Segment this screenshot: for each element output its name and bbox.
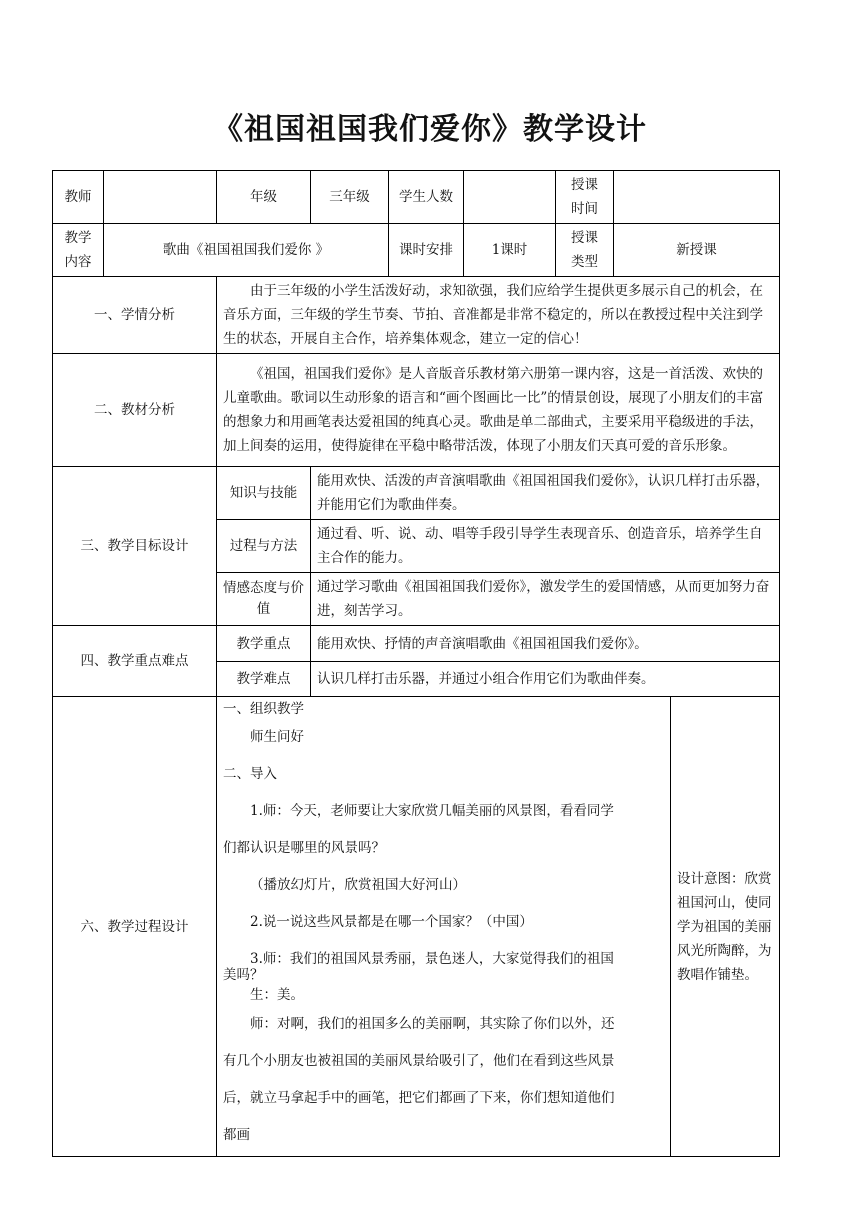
grade-label: 年级 [217,171,311,224]
keypoint-label-difficulty: 教学难点 [217,662,311,697]
teacher-value [104,171,217,224]
process-line: 3.师：我们的祖国风景秀丽，景色迷人，大家觉得我们的祖国 [250,951,614,967]
hours-value: 1课时 [464,224,556,277]
process-line: 师：对啊，我们的祖国多么的美丽啊，其实除了你们以外，还 [250,1016,615,1032]
keypoints-label: 四、教学重点难点 [53,626,217,697]
learner-label: 一、学情分析 [53,277,217,354]
goal-label-attitude: 情感态度与价值 [217,573,311,626]
process-line: 都画 [223,1127,250,1143]
goals-label: 三、教学目标设计 [53,467,217,626]
date-label-line-2: 时间 [571,201,598,217]
type-label [556,224,614,277]
type-value: 新授课 [614,224,780,277]
type-label-line-2: 类型 [571,254,598,270]
material-label: 二、教材分析 [53,354,217,467]
keypoint-row-1 [53,626,780,662]
process-line: 有几个小朋友也被祖国的美丽风景给吸引了，他们在看到这些风景 [223,1053,615,1069]
process-line: 一、组织教学 [223,701,304,717]
goal-text-knowledge: 能用欢快、活泼的声音演唱歌曲《祖国祖国我们爱你》，认识几样打击乐器，并能用它们为歌曲伴奏。 [311,467,780,520]
process-line: （播放幻灯片，欣赏祖国大好河山） [250,877,466,893]
learner-row [53,277,780,354]
grade-value: 三年级 [311,171,389,224]
hours-label: 课时安排 [389,224,464,277]
date-value [614,171,780,224]
process-line: 师生问好 [250,729,304,745]
content-label-line-1: 教学 [64,230,92,246]
type-label-line-1: 授课 [571,230,598,246]
material-row [53,354,780,467]
process-content [217,697,671,1157]
info-row-2 [53,224,780,277]
content-value: 歌曲《祖国祖国我们爱你 》 [104,224,389,277]
keypoint-text-difficulty: 认识几样打击乐器，并通过小组合作用它们为歌曲伴奏。 [311,662,780,697]
process-line: 2.说一说这些风景都是在哪一个国家？（中国） [250,914,533,930]
goal-row-1 [53,467,780,520]
goal-text-process: 通过看、听、说、动、唱等手段引导学生表现音乐、创造音乐，培养学生自主合作的能力。 [311,520,780,573]
keypoint-text-focus: 能用欢快、抒情的声音演唱歌曲《祖国祖国我们爱你》。 [311,626,780,662]
process-row [53,697,780,1157]
page-title: 《祖国祖国我们爱你》教学设计 [213,112,647,147]
process-line: 后，就立马拿起手中的画笔，把它们都画了下来，你们想知道他们 [223,1090,615,1106]
design-intent-note: 设计意图：欣赏祖国河山，使同学为祖国的美丽风光所陶醉，为教唱作铺垫。 [671,697,780,1157]
process-line: 二、导入 [223,766,277,782]
material-text: 《祖国，祖国我们爱你》是人音版音乐教材第六册第一课内容，这是一首活泼、欢快的儿童歌曲。歌词以生动形象的语言和“画个图画比一比”的情景创设，展现了小朋友们的丰富的想象力和用画笔表达爱祖国的纯真心灵。歌曲是单二部曲式，主要采用平稳级进的手法，加上间奏的运用，使得旋律在平稳中略带活泼，体现了小朋友们天真可爱的音乐形象。 [217,354,780,467]
lesson-plan-table [52,170,780,1157]
content-label-line-2: 内容 [64,254,92,270]
teacher-label: 教师 [53,171,104,224]
date-label-line-1: 授课 [571,177,598,193]
process-line: 美吗？ [223,967,264,983]
goal-label-knowledge: 知识与技能 [217,467,311,520]
students-value [464,171,556,224]
process-label: 六、教学过程设计 [53,697,217,1157]
keypoint-label-focus: 教学重点 [217,626,311,662]
process-line: 们都认识是哪里的风景吗？ [223,840,385,856]
goal-text-attitude: 通过学习歌曲《祖国祖国我们爱你》，激发学生的爱国情感，从而更加努力奋进，刻苦学习。 [311,573,780,626]
students-label: 学生人数 [389,171,464,224]
learner-text: 由于三年级的小学生活泼好动，求知欲强，我们应给学生提供更多展示自己的机会，在音乐方面，三年级的学生节奏、节拍、音准都是非常不稳定的，所以在教授过程中关注到学生的状态，开展自主合作，培养集体观念，建立一定的信心！ [217,277,780,354]
process-line: 1.师：今天，老师要让大家欣赏几幅美丽的风景图，看看同学 [250,803,614,819]
goal-label-process: 过程与方法 [217,520,311,573]
info-row-1 [53,171,780,224]
process-line: 生：美。 [250,987,304,1003]
content-label [53,224,104,277]
date-label [556,171,614,224]
